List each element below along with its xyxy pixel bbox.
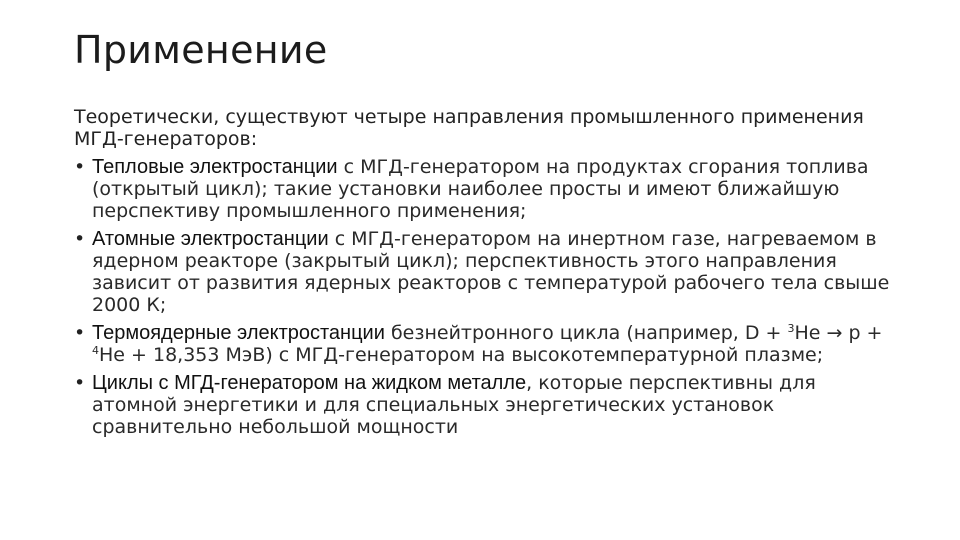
superscript-4: 4 [92,344,99,357]
slide-title: Применение [74,28,328,72]
intro-text: Теоретически, существуют четыре направления промышленного применения МГД-генераторов: [74,106,864,150]
bullet-item-liquid-metal [74,372,894,438]
bullet-dot-icon: • [74,322,86,344]
bullet-lead: Тепловые электростанции [92,156,338,178]
bullet-text-part: He → p + [794,322,883,344]
bullet-lead: Циклы с МГД-генератором на жидком металле [92,372,527,394]
bullet-item-thermal [74,156,894,222]
superscript-3: 3 [787,322,795,335]
bullet-dot-icon: • [74,372,86,394]
bullet-dot-icon: • [74,156,86,178]
bullet-lead: Атомные электростанции [92,228,329,250]
bullet-list [74,156,894,438]
bullet-text: с МГД-генератором на продуктах сгорания топлива (открытый цикл); такие установки наиболее просты и имеют ближайшую перспективу промышленного применения; [92,156,869,222]
bullet-dot-icon: • [74,228,86,250]
bullet-text-part: безнейтронного цикла (например, D + [384,322,788,344]
bullet-text-part: He + 18,353 МэВ) с МГД-генератором на высокотемпературной плазме; [99,344,824,366]
bullet-item-nuclear [74,228,894,316]
bullet-text: , которые перспективны для атомной энергетики и для специальных энергетических установок сравнительно небольшой мощности [92,372,816,438]
bullet-lead: Термоядерные электростанции [92,322,385,344]
bullet-item-fusion [74,322,894,366]
bullet-text: с МГД-генератором на инертном газе, нагреваемом в ядерном реакторе (закрытый цикл); перспективность этого направления зависит от развития ядерных реакторов с температурой рабочего тела свыше 2000 К; [92,228,890,316]
slide-body [74,106,894,444]
